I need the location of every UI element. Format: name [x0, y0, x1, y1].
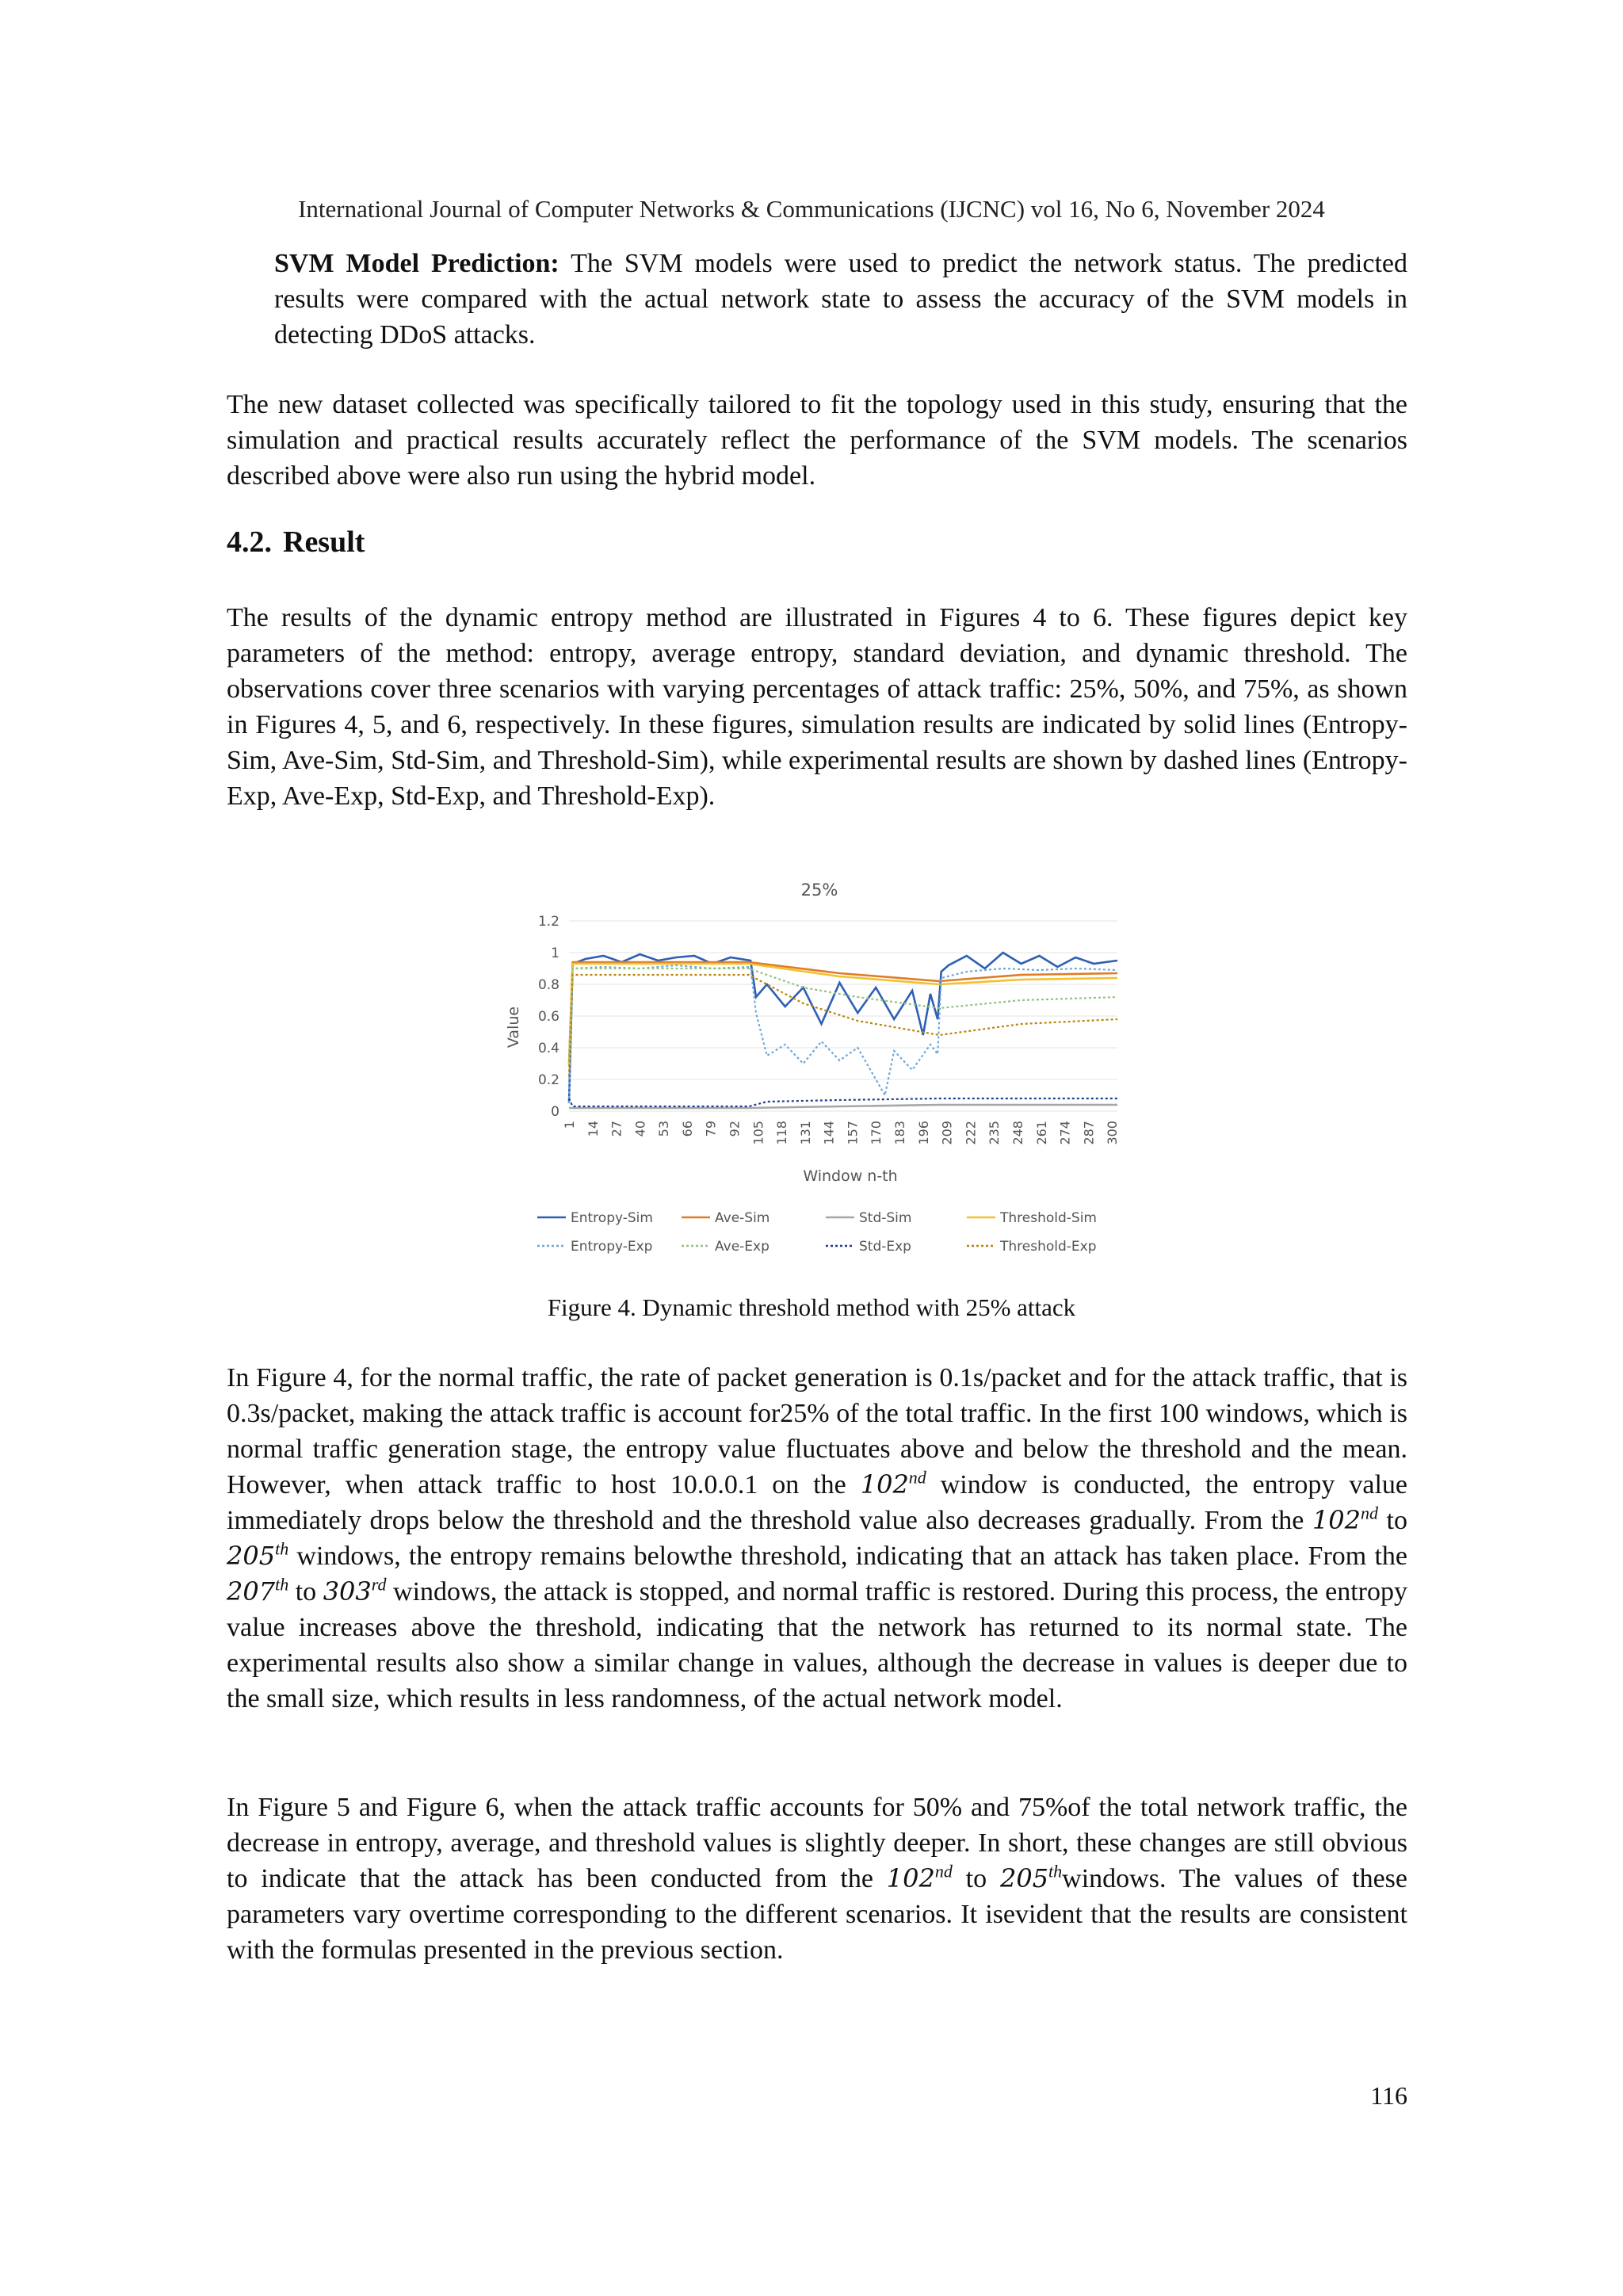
chart-title: 25% — [800, 881, 838, 900]
x-tick-label: 53 — [656, 1121, 672, 1137]
x-tick-label: 144 — [821, 1121, 837, 1145]
x-tick-label: 209 — [939, 1121, 955, 1145]
y-tick-label: 0.4 — [537, 1041, 559, 1056]
legend-label: Threshold-Sim — [1000, 1210, 1097, 1226]
y-tick-label: 0.8 — [537, 977, 559, 993]
legend-label: Entropy-Exp — [571, 1239, 653, 1255]
legend-label: Ave-Sim — [715, 1210, 770, 1226]
journal-header: International Journal of Computer Networks & Communications (IJCNC) vol 16, No 6, November 2024 — [298, 195, 1325, 223]
legend-label: Std-Sim — [859, 1210, 912, 1226]
section-heading — [227, 525, 365, 560]
paragraph-results-text: The results of the dynamic entropy method are illustrated in Figures 4 to 6. These figures depict key parameters of the method: entropy, average entropy, standard deviation, and dynamic threshold. The observations cover three scenarios with varying percentages of attack traffic: 25%, 50%, and 75%, as shown in Figures 4, 5, and 6, respectively. In these figures, simulation results are indicated by solid lines (Entropy-Sim, Ave-Sim, Std-Sim, and Threshold-Sim), while experimental results are shown by dashed lines (Entropy-Exp, Ave-Exp, Std-Exp, and Threshold-Exp). — [227, 603, 1407, 811]
paragraph-dataset — [227, 387, 1407, 494]
ordinal-suffix: rd — [371, 1574, 387, 1595]
legend-label: Threshold-Exp — [1000, 1239, 1097, 1255]
ordinal-suffix: th — [275, 1574, 289, 1595]
x-tick-label: 274 — [1057, 1121, 1073, 1145]
p4-text-b: to — [952, 1864, 1000, 1893]
paragraph-dataset-text: The new dataset collected was specifically tailored to fit the topology used in this study, ensuring that the simulation and practical results accurately reflect the performance of the SVM models. The scenarios described above were also run using the hybrid model. — [227, 390, 1407, 491]
p3-text-c: to — [1378, 1506, 1408, 1535]
y-tick-label: 0 — [551, 1104, 559, 1120]
p3-text-f: windows, the attack is stopped, and normal traffic is restored. During this process, the entropy value increases above the threshold, indicating that the network has returned to its normal state. The experimental results also show a similar change in values, although the decrease in values is deeper due to the small size, which results in less randomness, of the actual network model. — [227, 1577, 1407, 1713]
legend-label: Ave-Exp — [715, 1239, 769, 1255]
x-tick-label: 79 — [703, 1121, 719, 1137]
y-tick-label: 0.2 — [537, 1072, 559, 1088]
line-chart — [491, 872, 1133, 1268]
p4-text-c: windows. The values of these parameters vary overtime corresponding to the different scenarios. It isevident that the results are consistent with the formulas presented in the previous section. — [227, 1864, 1408, 1965]
x-tick-label: 131 — [797, 1121, 813, 1145]
y-tick-label: 1.2 — [537, 914, 559, 930]
paragraph-results — [227, 600, 1407, 814]
p3-text-a: In Figure 4, for the normal traffic, the rate of packet generation is 0.1s/packet and for the attack traffic, that is 0.3s/packet, making the attack traffic is account for25% of the total traffic. In the first 100 windows, which is normal traffic generation stage, the entropy value fluctuates above and below the threshold and the mean. However, when attack traffic to host 10.0.0.1 on the — [227, 1363, 1407, 1499]
x-tick-label: 196 — [915, 1121, 931, 1145]
x-tick-label: 40 — [632, 1121, 648, 1137]
ordinal-102nd: 102 — [1312, 1505, 1361, 1535]
ordinal-suffix: nd — [908, 1467, 926, 1488]
series-line-ave-exp — [569, 968, 1117, 1060]
figure-caption: Figure 4. Dynamic threshold method with 25% attack — [547, 1293, 1076, 1321]
x-tick-label: 222 — [963, 1121, 979, 1145]
legend-label: Std-Exp — [859, 1239, 911, 1255]
x-tick-label: 1 — [562, 1121, 577, 1129]
p3-text-e: to — [288, 1577, 323, 1606]
x-tick-label: 248 — [1010, 1121, 1025, 1145]
figure-4-chart — [491, 872, 1133, 1268]
ordinal-205th: 205 — [227, 1541, 276, 1571]
svm-label: SVM Model Prediction: — [274, 249, 559, 278]
x-tick-label: 235 — [987, 1121, 1002, 1145]
ordinal-205th: 205 — [999, 1863, 1049, 1893]
x-tick-label: 92 — [727, 1121, 743, 1137]
legend-label: Entropy-Sim — [571, 1210, 653, 1226]
y-tick-label: 1 — [551, 946, 559, 961]
x-tick-label: 27 — [609, 1121, 624, 1137]
ordinal-207th: 207 — [227, 1576, 276, 1606]
page-number: 116 — [1370, 2081, 1407, 2110]
x-tick-label: 66 — [679, 1121, 695, 1137]
p4-text-a: In Figure 5 and Figure 6, when the attack traffic accounts for 50% and 75%of the total network traffic, the decrease in entropy, average, and threshold values is slightly deeper. In short, these changes are still obvious to indicate that the attack has been conducted from the — [227, 1793, 1407, 1893]
x-axis-label: Window n-th — [803, 1167, 898, 1185]
svm-text: The SVM models were used to predict the network status. The predicted results were compared with the actual network state to assess the accuracy of the SVM models in detecting DDoS attacks. — [274, 249, 1407, 350]
paragraph-figure4 — [227, 1360, 1407, 1717]
section-title: Result — [283, 525, 365, 559]
p3-text-b: window is conducted, the entropy value immediately drops below the threshold and the threshold value also decreases gradually. From the — [227, 1470, 1407, 1535]
x-tick-label: 157 — [845, 1121, 861, 1145]
y-tick-label: 0.6 — [537, 1009, 559, 1025]
x-tick-label: 170 — [869, 1121, 884, 1145]
ordinal-102nd: 102 — [886, 1863, 935, 1893]
x-tick-label: 14 — [585, 1121, 601, 1137]
ordinal-102nd: 102 — [860, 1469, 909, 1499]
p3-text-d: windows, the entropy remains belowthe threshold, indicating that an attack has taken place. From the — [288, 1541, 1407, 1571]
series-line-entropy-exp — [569, 965, 1117, 1103]
y-axis-label: Value — [505, 1006, 522, 1049]
x-tick-label: 183 — [892, 1121, 908, 1145]
x-tick-label: 287 — [1081, 1121, 1097, 1145]
ordinal-suffix: nd — [1361, 1503, 1379, 1523]
svm-paragraph — [274, 246, 1407, 353]
ordinal-suffix: th — [275, 1538, 289, 1559]
x-tick-label: 261 — [1033, 1121, 1049, 1145]
ordinal-suffix: th — [1048, 1861, 1063, 1881]
x-tick-label: 300 — [1105, 1121, 1121, 1145]
x-tick-label: 118 — [774, 1121, 790, 1145]
section-number: 4.2. — [227, 525, 272, 559]
x-tick-label: 105 — [750, 1121, 766, 1145]
ordinal-suffix: nd — [934, 1861, 953, 1881]
paragraph-figure5-6 — [227, 1790, 1407, 1968]
ordinal-303rd: 303 — [323, 1576, 372, 1606]
